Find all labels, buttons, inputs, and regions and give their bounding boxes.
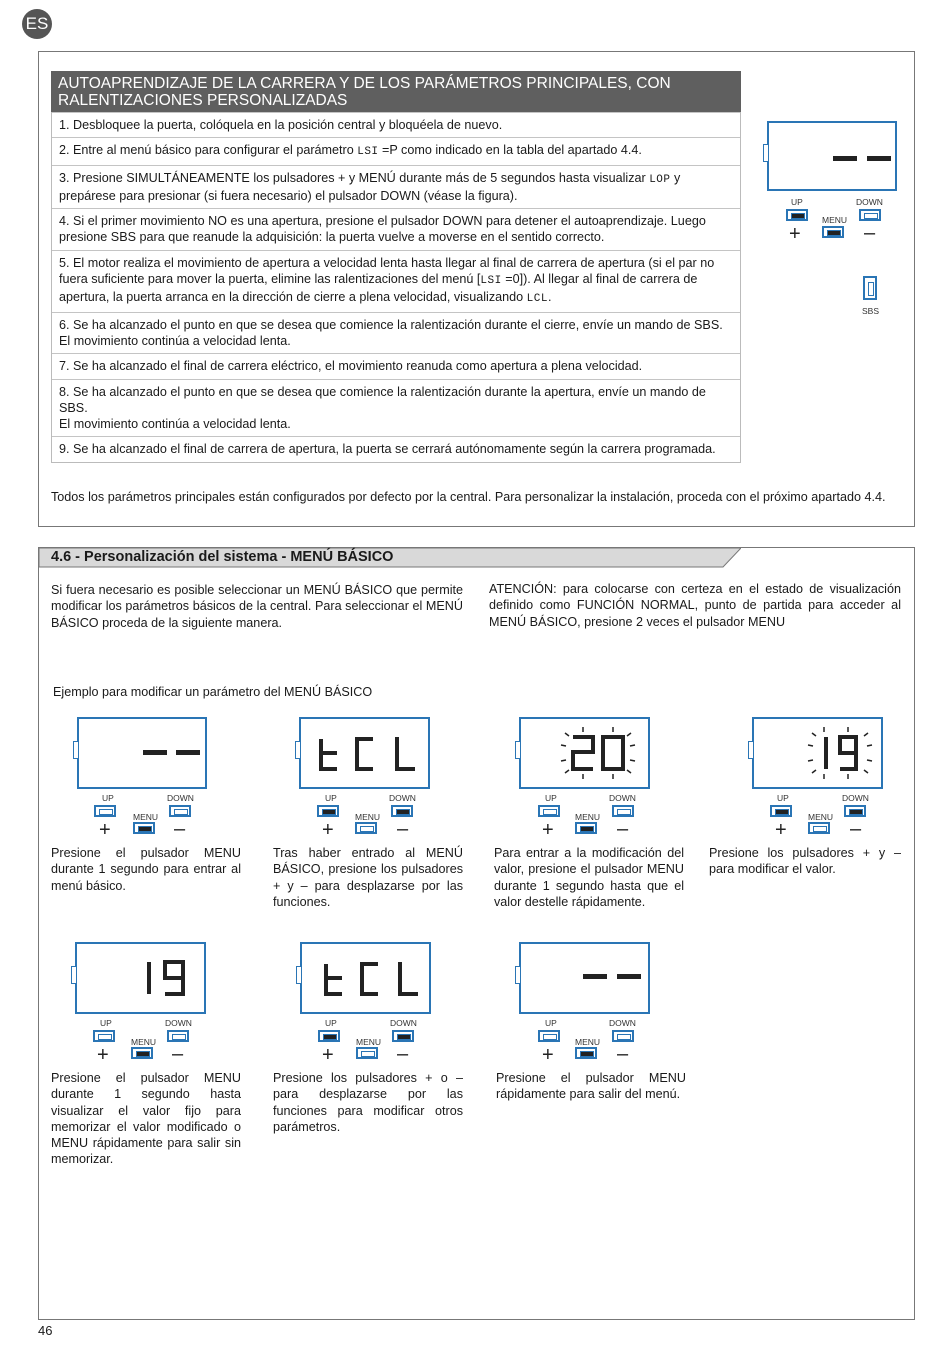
display-tab <box>748 741 753 759</box>
step-6-text-b: El movimiento continúa a velocidad lenta. <box>59 333 291 348</box>
step-7: 7. Se ha alcanzado el final de carrera eléctrico, el movimiento reanuda como apertura a plena velocidad. <box>52 353 740 378</box>
glyph-0 <box>603 737 623 769</box>
up-button[interactable] <box>93 1030 115 1042</box>
up-button[interactable] <box>318 1030 340 1042</box>
intro-left: Si fuera necesario es posible seleccionar un MENÚ BÁSICO que permite modificar los parámetros básicos de la central. Para seleccionar el MENÚ BÁSICO proceda de la siguiente manera. <box>51 583 463 630</box>
glyph-t <box>321 739 337 769</box>
up-button[interactable] <box>538 805 560 817</box>
step-2-text-b: =P como indicado en la tabla del apartado 4.4. <box>378 143 642 158</box>
down-label: DOWN <box>609 1018 636 1028</box>
dash-segment <box>176 750 200 755</box>
autolearn-header: AUTOAPRENDIZAJE DE LA CARRERA Y DE LOS PARÁMETROS PRINCIPALES, CON RALENTIZACIONES PERSONALIZADAS <box>51 71 741 112</box>
step1-digits <box>79 719 205 787</box>
up-label: UP <box>325 793 337 803</box>
sbs-button-inner <box>868 282 874 296</box>
step6-caption: Presione los pulsadores + o – para desplazarse por las funciones para modificar otros parámetros. <box>273 1071 463 1134</box>
up-label: UP <box>791 197 803 207</box>
minus-sign: – <box>864 222 876 244</box>
step-5-code-1: LSI <box>480 275 502 288</box>
step-1: 1. Desbloquee la puerta, colóquela en la posición central y bloquéela de nuevo. <box>52 112 740 137</box>
glyph-L <box>397 737 415 769</box>
plus-sign: + <box>99 819 111 841</box>
menu-button[interactable] <box>822 226 844 238</box>
step-5 <box>52 250 740 312</box>
step1-caption: Presione el pulsador MENU durante 1 segundo para entrar al menú básico. <box>51 846 241 893</box>
dash-segment <box>867 156 891 161</box>
step-6-text-a: 6. Se ha alcanzado el punto en que se desea que comience la ralentización durante el cierre, envíe un mando de SBS. <box>59 317 723 332</box>
menu-label: MENU <box>575 812 601 822</box>
step7-display <box>519 942 650 1014</box>
menu-button[interactable] <box>356 1047 378 1059</box>
plus-sign: + <box>542 1044 554 1066</box>
step4-display <box>752 717 883 789</box>
down-button[interactable] <box>612 805 634 817</box>
glyph-C <box>362 964 378 994</box>
minus-sign: – <box>617 1043 629 1065</box>
down-button[interactable] <box>391 805 413 817</box>
step7-caption: Presione el pulsador MENU rápidamente para salir del menú. <box>496 1071 686 1102</box>
menu-label: MENU <box>808 812 834 822</box>
down-button[interactable] <box>169 805 191 817</box>
example-title: Ejemplo para modificar un parámetro del MENÚ BÁSICO <box>53 685 373 699</box>
down-label: DOWN <box>165 1018 192 1028</box>
step5-caption: Presione el pulsador MENU durante 1 segundo hasta visualizar el valor fijo para memorizar el valor modificado o MENU rápidamente para salir sin memorizar. <box>51 1071 241 1167</box>
intro-right: ATENCIÓN: para colocarse con certeza en el estado de visualización definido como FUNCIÓN NORMAL, punto de partida para acceder al MENÚ BÁSICO, presione 2 veces el pulsador MENU <box>489 582 901 629</box>
up-button[interactable] <box>94 805 116 817</box>
menu-button[interactable] <box>133 822 155 834</box>
menu-label: MENU <box>822 215 848 225</box>
step6-digits <box>302 944 429 1012</box>
step-2 <box>52 137 740 164</box>
plus-sign: + <box>789 223 801 245</box>
step2-digits <box>301 719 428 787</box>
display-tab <box>515 741 520 759</box>
dash-segment <box>583 974 607 979</box>
display-tab <box>295 741 300 759</box>
menu-button[interactable] <box>355 822 377 834</box>
plus-sign: + <box>97 1044 109 1066</box>
glyph-2 <box>573 737 593 769</box>
display-tab <box>71 966 76 984</box>
down-label: DOWN <box>609 793 636 803</box>
up-button[interactable] <box>770 805 792 817</box>
up-label: UP <box>325 1018 337 1028</box>
step6-display <box>300 942 431 1014</box>
up-button[interactable] <box>538 1030 560 1042</box>
menu-button[interactable] <box>131 1047 153 1059</box>
up-label: UP <box>545 793 557 803</box>
steps-table <box>51 112 741 463</box>
display-tab <box>763 144 768 162</box>
minus-sign: – <box>850 818 862 840</box>
plus-sign: + <box>322 819 334 841</box>
menu-label: MENU <box>133 812 159 822</box>
down-button[interactable] <box>844 805 866 817</box>
step-8 <box>52 379 740 437</box>
step-3-code: LOP <box>649 173 671 186</box>
step3-digits <box>521 719 648 787</box>
step-5-code-2: LCL <box>526 293 548 306</box>
up-label: UP <box>777 793 789 803</box>
dash-segment <box>143 750 167 755</box>
language-badge: ES <box>22 9 52 39</box>
step-2-code: LSI <box>357 146 379 159</box>
down-label: DOWN <box>389 793 416 803</box>
display-tab <box>73 741 78 759</box>
step2-caption: Tras haber entrado al MENÚ BÁSICO, presione los pulsadores + y – para desplazarse por las funciones. <box>273 846 463 909</box>
plus-sign: + <box>775 819 787 841</box>
step2-display <box>299 717 430 789</box>
glyph-t <box>326 964 342 994</box>
step3-caption: Para entrar a la modificación del valor, presione el pulsador MENU durante 1 segundo hasta que el valor destelle rápidamente. <box>494 846 684 909</box>
step7-digits <box>521 944 648 1012</box>
step-8-text-a: 8. Se ha alcanzado el punto en que se desea que comience la ralentización durante la apertura, envíe un mando de SBS. <box>59 384 706 415</box>
up-label: UP <box>100 1018 112 1028</box>
glyph-9 <box>840 737 856 769</box>
step4-digits <box>754 719 881 787</box>
step-5-text-c: . <box>547 290 552 305</box>
step-2-text-a: 2. Entre al menú básico para configurar el parámetro <box>59 143 358 158</box>
display-tab <box>515 966 520 984</box>
down-label: DOWN <box>390 1018 417 1028</box>
basic-menu-box <box>38 547 915 1320</box>
step-5-text-b: =0]). Al llegar al final de carrera de apertura, la puerta arranca en la dirección de cierre a plena velocidad, visualizando <box>59 272 698 305</box>
sbs-button[interactable] <box>863 276 877 300</box>
step-6 <box>52 312 740 354</box>
down-button[interactable] <box>167 1030 189 1042</box>
down-label: DOWN <box>856 197 883 207</box>
glyph-C <box>357 739 373 769</box>
step-9: 9. Se ha alcanzado el final de carrera de apertura, la puerta se cerrará autónomamente según la carrera programada. <box>52 436 740 461</box>
step3-display <box>519 717 650 789</box>
up-label: UP <box>545 1018 557 1028</box>
menu-label: MENU <box>356 1037 382 1047</box>
menu-button[interactable] <box>575 1047 597 1059</box>
menu-button[interactable] <box>575 822 597 834</box>
step-3-text-a: 3. Presione SIMULTÁNEAMENTE los pulsadores + y MENÚ durante más de 5 segundos hasta visualizar <box>59 170 650 185</box>
minus-sign: – <box>617 818 629 840</box>
page-number: 46 <box>38 1323 53 1338</box>
menu-label: MENU <box>355 812 381 822</box>
minus-sign: – <box>397 818 409 840</box>
dash-segment <box>617 974 641 979</box>
section-title: 4.6 - Personalización del sistema - MENÚ BÁSICO <box>51 549 394 565</box>
down-button[interactable] <box>859 209 881 221</box>
step-3-text-b: y prepárese para presionar (si fuera necesario) el pulsador DOWN (véase la figura). <box>59 170 681 203</box>
step-5-text-a: 5. El motor realiza el movimiento de apertura a velocidad lenta hasta llegar al final de carrera de apertura (si el par no fuera suficiente para mover la puerta, elimine las ralentizaciones del menú [ <box>59 255 715 287</box>
down-label: DOWN <box>842 793 869 803</box>
minus-sign: – <box>174 818 186 840</box>
autolearn-footer: Todos los parámetros principales están configurados por defecto por la central. Para personalizar la instalación, proceda con el próximo apartado 4.4. <box>51 490 886 504</box>
menu-label: MENU <box>131 1037 157 1047</box>
up-label: UP <box>102 793 114 803</box>
down-button[interactable] <box>392 1030 414 1042</box>
step5-display <box>75 942 206 1014</box>
step-4: 4. Si el primer movimiento NO es una apertura, presione el pulsador DOWN para detener el autoaprendizaje. Luego presione SBS para que reanude la adquisición: la puerta vuelve a moverse en el sentido correcto. <box>52 208 740 250</box>
plus-sign: + <box>542 819 554 841</box>
menu-button[interactable] <box>808 822 830 834</box>
down-label: DOWN <box>167 793 194 803</box>
sbs-label: SBS <box>862 306 880 316</box>
glyph-9 <box>165 962 183 994</box>
step-3 <box>52 165 740 209</box>
down-button[interactable] <box>612 1030 634 1042</box>
plus-sign: + <box>322 1044 334 1066</box>
up-button[interactable] <box>317 805 339 817</box>
step4-caption: Presione los pulsadores + y – para modificar el valor. <box>709 846 901 877</box>
minus-sign: – <box>172 1043 184 1065</box>
step-8-text-b: El movimiento continúa a velocidad lenta. <box>59 417 291 432</box>
side-display <box>767 121 897 191</box>
dash-segment <box>833 156 857 161</box>
step5-digits <box>77 944 204 1012</box>
up-button[interactable] <box>786 209 808 221</box>
side-display-digits <box>769 123 895 189</box>
minus-sign: – <box>397 1043 409 1065</box>
display-tab <box>296 966 301 984</box>
step1-display <box>77 717 207 789</box>
glyph-L <box>400 962 418 994</box>
menu-label: MENU <box>575 1037 601 1047</box>
